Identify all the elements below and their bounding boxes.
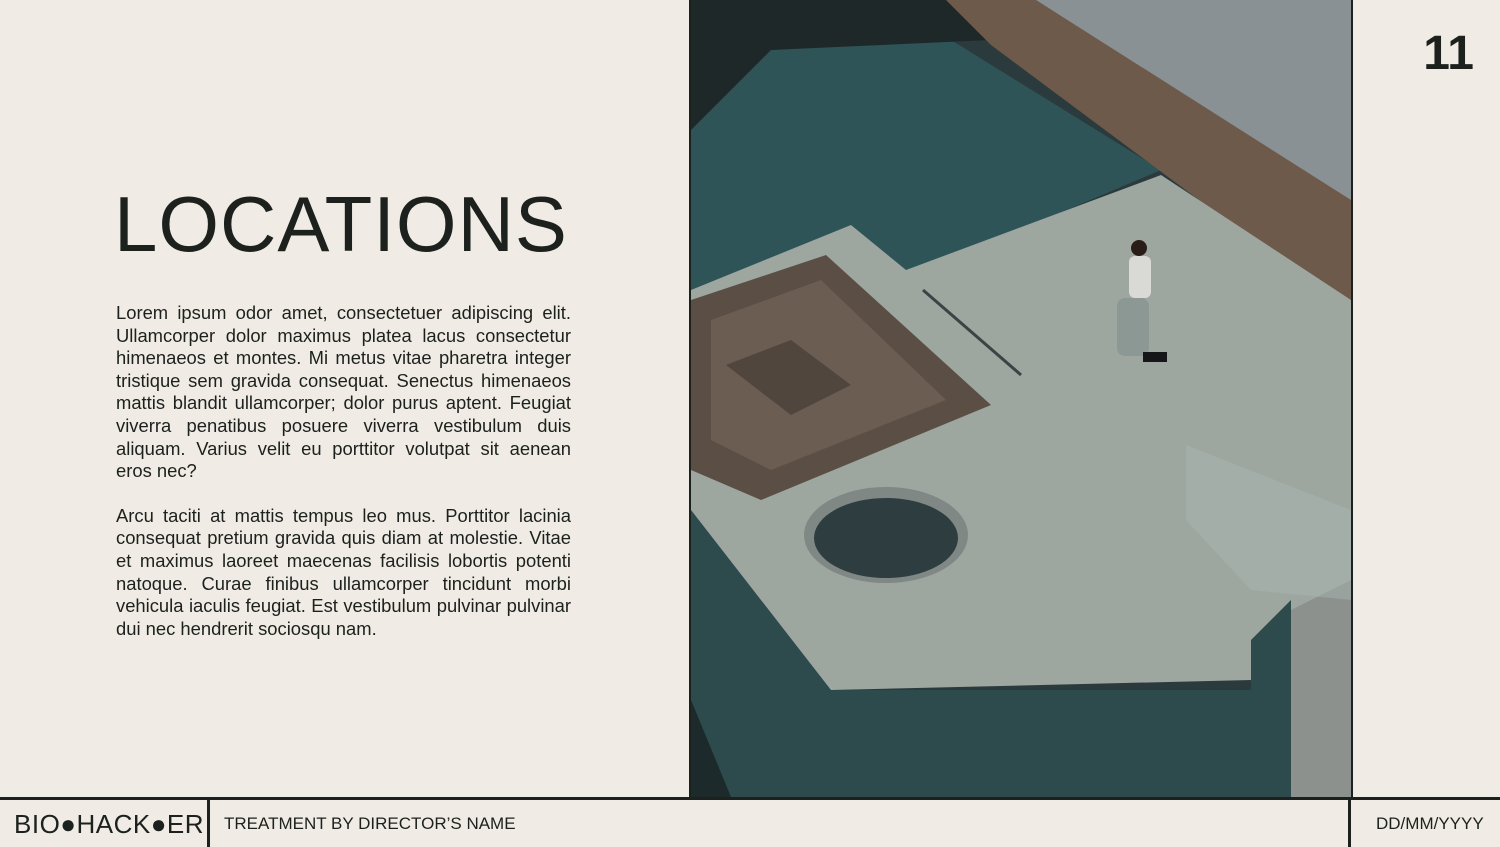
slide-title: LOCATIONS: [114, 180, 568, 268]
footer-divider-left: [207, 800, 210, 847]
footer-divider-right: [1348, 800, 1351, 847]
footer-bar: [0, 797, 1500, 844]
location-photo: [689, 0, 1353, 797]
treatment-credit: TREATMENT BY DIRECTOR’S NAME: [224, 814, 516, 833]
page-number: 11: [1423, 27, 1474, 80]
paragraph-2: Arcu taciti at mattis tempus leo mus. Porttitor lacinia consequat pretium gravida quis diam at molestie. Vitae et maximus laoreet maecenas facilisis lobortis potenti natoque. Curae finibus ullamcorper tincidunt morbi vehicula iaculis feugiat. Est vestibulum pulvinar pulvinar dui nec hendrerit sociosqu nam.: [116, 504, 571, 639]
body-text: [116, 302, 571, 662]
brand-logo: BIO●HACK●ER: [14, 809, 205, 839]
footer-date: DD/MM/YYYY: [1376, 814, 1484, 833]
paragraph-1: Lorem ipsum odor amet, consectetuer adipiscing elit. Ullamcorper dolor maximus platea lacus consectetur himenaeos et montes. Mi metus vitae pharetra integer tristique sem gravida consequat. Senectus himenaeos mattis blandit ullamcorper; dolor purus aptent. Feugiat viverra penatibus posuere viverra vestibulum duis aliquam. Varius velit eu porttitor volutpat sit aenean eros nec?: [116, 302, 571, 482]
